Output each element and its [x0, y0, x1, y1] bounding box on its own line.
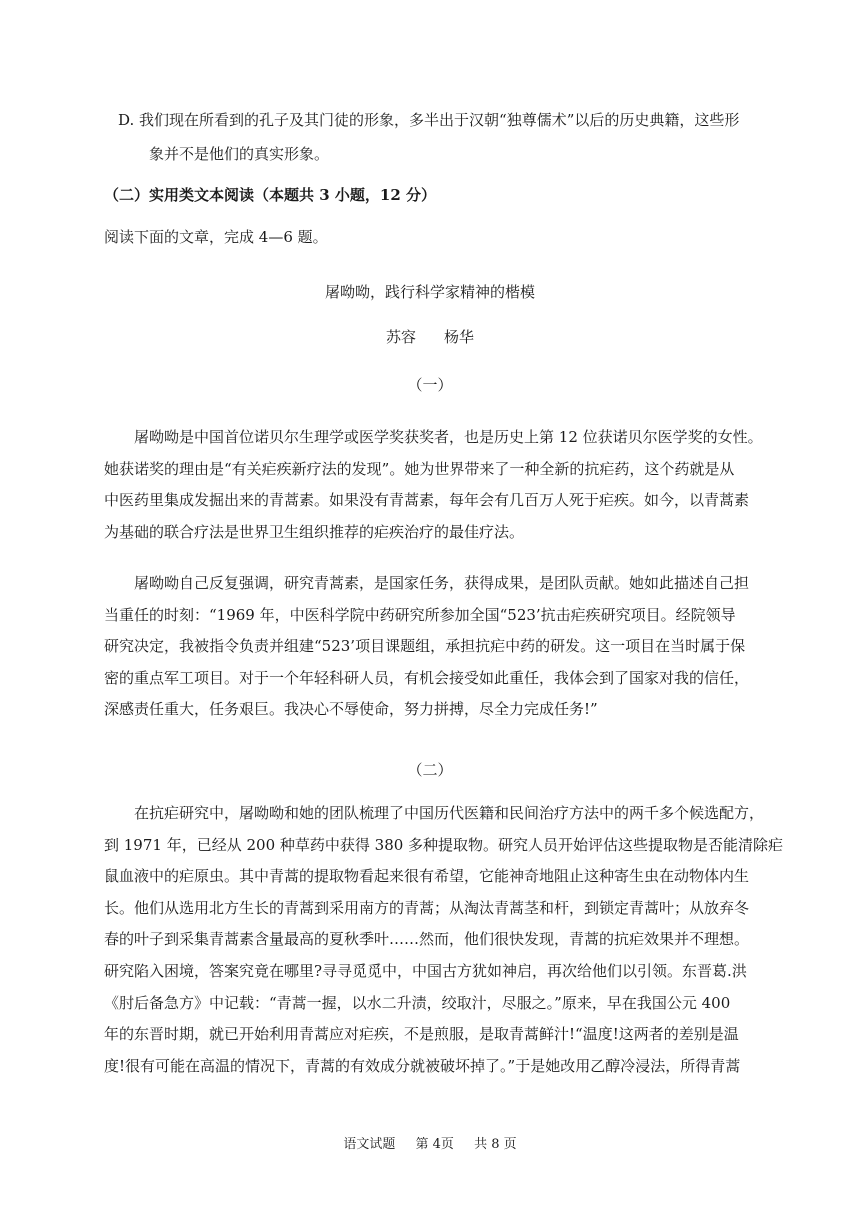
paragraph-line: 为基础的联合疗法是世界卫生组织推荐的疟疾治疗的最佳疗法。: [104, 522, 525, 541]
paragraph-2: [104, 568, 756, 726]
paragraph-line: 《肘后备急方》中记载：“青蒿一握，以水二升渍，绞取汁，尽服之。”原来，早在我国公元 400: [104, 993, 731, 1012]
paragraph-line: 密的重点军工项目。对于一个年轻科研人员，有机会接受如此重任，我体会到了国家对我的信任，: [104, 668, 750, 687]
article-title: 屠呦呦，践行科学家精神的楷模: [324, 283, 535, 301]
paragraph-line: 鼠血液中的疟原虫。其中青蒿的提取物看起来很有希望，它能神奇地阻止这种寄生虫在动物体内生: [104, 867, 750, 886]
author-name: 苏容: [385, 328, 416, 346]
paragraph-3: [104, 798, 784, 1082]
footer-subject: 语文试题: [343, 1137, 396, 1152]
paragraph-line: 屠呦呦自己反复强调，研究青蒿素，是国家任务，获得成果，是团队贡献。她如此描述自己担: [134, 574, 750, 592]
paragraph-line: 年的东晋时期，就已开始利用青蒿应对疟疾，不是煎服，是取青蒿鲜汁!“温度!这两者的差别是温: [104, 1025, 739, 1044]
footer-total-pages: 共 8 页: [474, 1137, 517, 1152]
paragraph-line: 到 1971 年，已经从 200 种草药中获得 380 多种提取物。研究人员开始评估这些提取物是否能清除疟: [104, 835, 784, 854]
paragraph-line: 春的叶子到采集青蒿素含量最高的夏秋季叶……然而，他们很快发现，青蒿的抗疟效果并不理想。: [104, 930, 750, 949]
paragraph-line: 研究决定，我被指令负责并组建“523’项目课题组，承担抗疟中药的研发。这一项目在当时属于保: [104, 637, 746, 656]
paragraph-1: [104, 422, 763, 548]
paragraph-line: 在抗疟研究中，屠呦呦和她的团队梳理了中国历代医籍和民间治疗方法中的两千多个候选配方，: [134, 804, 765, 822]
paragraph-line: 长。他们从选用北方生长的青蒿到采用南方的青蒿；从淘汰青蒿茎和杆，到锁定青蒿叶；从放弃冬: [104, 898, 750, 917]
option-d-line-2: 象并不是他们的真实形象。: [149, 145, 330, 163]
part-one-marker: （一）: [407, 376, 453, 394]
part-two-marker: （二）: [407, 761, 453, 779]
paragraph-line: 研究陷入困境，答案究竟在哪里?寻寻觅觅中，中国古方犹如神启，再次给他们以引领。东晋葛.洪: [104, 961, 747, 980]
section-heading: （二）实用类文本阅读（本题共 3 小题，12 分）: [104, 186, 436, 204]
paragraph-line: 当重任的时刻：“1969 年，中医科学院中药研究所参加全国“523’抗击疟疾研究项目。经院领导: [104, 605, 736, 624]
paragraph-line: 她获诺奖的理由是“有关疟疾新疗法的发现”。她为世界带来了一种全新的抗疟药，这个药就是从: [104, 459, 735, 478]
paragraph-line: 深感责任重大，任务艰巨。我决心不辱使命，努力拼搏，尽全力完成任务!”: [104, 700, 598, 719]
paragraph-line: 度!很有可能在高温的情况下，青蒿的有效成分就被破坏掉了。”于是她改用乙醇冷浸法，所得青蒿: [104, 1056, 741, 1075]
paragraph-line: 中医药里集成发掘出来的青蒿素。如果没有青蒿素，每年会有几百万人死于疟疾。如今，以青蒿素: [104, 491, 750, 510]
page-footer: [0, 1135, 860, 1155]
footer-page-number: 第 4页: [415, 1137, 454, 1152]
option-d-line-1: D. 我们现在所看到的孔子及其门徒的形象，多半出于汉朝“独尊儒术”以后的历史典籍，这些形: [118, 111, 740, 129]
paragraph-line: 屠呦呦是中国首位诺贝尔生理学或医学奖获奖者，也是历史上第 12 位获诺贝尔医学奖的女性。: [134, 428, 763, 446]
reading-instruction: 阅读下面的文章，完成 4—6 题。: [104, 228, 328, 246]
article-authors: [0, 327, 860, 347]
author-name: 杨华: [444, 328, 475, 346]
